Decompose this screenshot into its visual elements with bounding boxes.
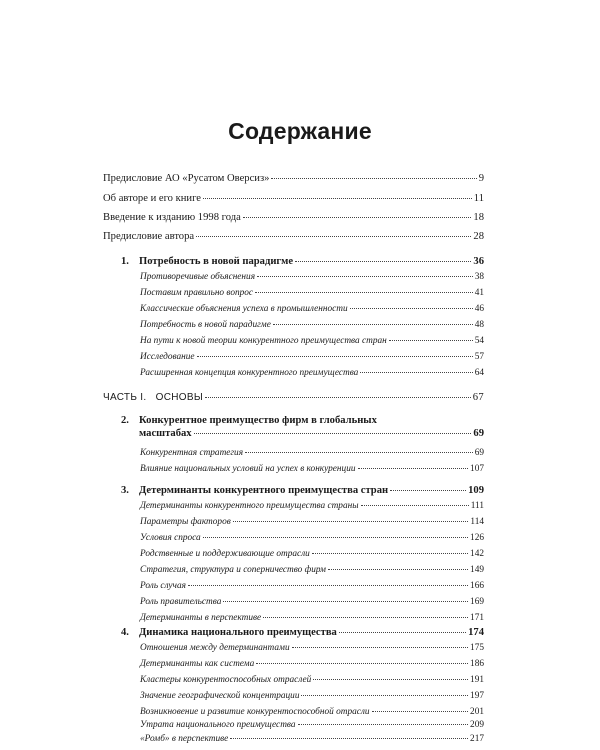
dot-leader xyxy=(256,663,468,664)
toc-subentry[interactable] xyxy=(140,563,484,577)
dot-leader xyxy=(245,452,473,453)
toc-subentry-page: 46 xyxy=(474,304,484,314)
dot-leader xyxy=(339,632,466,633)
dot-leader xyxy=(196,236,471,237)
toc-subentry-page: 48 xyxy=(474,320,484,330)
toc-subentry[interactable] xyxy=(140,732,484,746)
toc-subentry-page: 186 xyxy=(470,659,484,669)
toc-subentry[interactable] xyxy=(140,705,484,719)
toc-subentry-label: Отношения между детерминантами xyxy=(140,643,290,653)
toc-entry[interactable] xyxy=(103,230,484,244)
toc-subentry[interactable] xyxy=(140,595,484,609)
toc-subentry[interactable] xyxy=(140,641,484,655)
toc-subentry[interactable] xyxy=(140,366,484,380)
chapter-number: 4. xyxy=(121,627,129,638)
chapter-title: Детерминанты конкурентного преимущества стран xyxy=(139,485,389,496)
dot-leader xyxy=(223,601,468,602)
toc-subentry-label: Параметры факторов xyxy=(140,517,231,527)
dot-leader xyxy=(194,433,472,434)
dot-leader xyxy=(203,537,468,538)
toc-chapter[interactable] xyxy=(121,255,484,269)
toc-entry[interactable] xyxy=(103,192,484,206)
dot-leader xyxy=(350,308,473,309)
toc-subentry[interactable] xyxy=(140,350,484,364)
toc-subentry[interactable] xyxy=(140,462,484,476)
toc-entry[interactable] xyxy=(103,172,484,186)
toc-entry-page: 28 xyxy=(473,231,484,242)
toc-subentry-label: На пути к новой теории конкурентного преимущества стран xyxy=(140,336,387,346)
dot-leader xyxy=(360,372,472,373)
toc-subentry-page: 191 xyxy=(470,675,484,685)
toc-subentry-label: Классические объяснения успеха в промышленности xyxy=(140,304,348,314)
toc-subentry-label: Исследование xyxy=(140,352,195,362)
toc-subentry[interactable] xyxy=(140,657,484,671)
toc-subentry-page: 114 xyxy=(470,517,484,527)
dot-leader xyxy=(197,356,473,357)
toc-entry-label: Предисловие АО «Русатом Оверсиз» xyxy=(103,173,270,184)
toc-subentry[interactable] xyxy=(140,318,484,332)
toc-chapter[interactable] xyxy=(121,484,484,498)
toc-subentry-page: 64 xyxy=(474,368,484,378)
toc-subentry[interactable] xyxy=(140,515,484,529)
chapter-number: 1. xyxy=(121,256,129,267)
toc-subentry-label: Расширенная концепция конкурентного преимущества xyxy=(140,368,359,378)
toc-entry-label: Предисловие автора xyxy=(103,231,195,242)
toc-subentry[interactable] xyxy=(140,547,484,561)
toc-subentry[interactable] xyxy=(140,286,484,300)
dot-leader xyxy=(372,711,468,712)
dot-leader xyxy=(188,585,468,586)
toc-subentry-page: 107 xyxy=(470,464,484,474)
dot-leader xyxy=(203,198,472,199)
toc-subentry[interactable] xyxy=(140,689,484,703)
chapter-number: 2. xyxy=(121,415,129,426)
toc-subentry-page: 38 xyxy=(474,272,484,282)
dot-leader xyxy=(390,490,466,491)
dot-leader xyxy=(292,647,468,648)
toc-subentry-label: Влияние национальных условий на успех в конкуренции xyxy=(140,464,356,474)
toc-subentry[interactable] xyxy=(140,302,484,316)
toc-subentry-label: Возникновение и развитие конкурентоспособной отрасли xyxy=(140,707,370,717)
toc-subentry-page: 126 xyxy=(470,533,484,543)
toc-subentry-label: Поставим правильно вопрос xyxy=(140,288,254,298)
toc-entry-page: 9 xyxy=(478,173,484,184)
chapter-number: 3. xyxy=(121,485,129,496)
toc-subentry-label: Конкурентная стратегия xyxy=(140,448,244,458)
toc-subentry[interactable] xyxy=(140,579,484,593)
dot-leader xyxy=(328,569,468,570)
chapter-page: 36 xyxy=(473,256,484,267)
toc-subentry-page: 169 xyxy=(470,597,484,607)
toc-subentry-label: Детерминанты как система xyxy=(140,659,255,669)
chapter-title-line2: масштабах xyxy=(139,428,192,439)
toc-subentry-page: 197 xyxy=(470,691,484,701)
toc-subentry-label: Противоречивые объяснения xyxy=(140,272,256,282)
part-label: ЧАСТЬ I. ОСНОВЫ xyxy=(103,392,203,403)
toc-subentry-label: Родственные и поддерживающие отрасли xyxy=(140,549,310,559)
dot-leader xyxy=(257,276,473,277)
dot-leader xyxy=(255,292,473,293)
toc-subentry-page: 175 xyxy=(470,643,484,653)
chapter-page: 69 xyxy=(473,428,484,439)
toc-subentry[interactable] xyxy=(140,673,484,687)
toc-subentry[interactable] xyxy=(140,334,484,348)
toc-subentry[interactable] xyxy=(140,611,484,625)
dot-leader xyxy=(243,217,472,218)
dot-leader xyxy=(389,340,473,341)
chapter-title-line1: Конкурентное преимущество фирм в глобальных xyxy=(139,415,377,426)
toc-subentry[interactable] xyxy=(140,446,484,460)
chapter-page: 109 xyxy=(468,485,484,496)
dot-leader xyxy=(271,178,476,179)
toc-subentry-page: 41 xyxy=(474,288,484,298)
toc-subentry-page: 142 xyxy=(470,549,484,559)
toc-subentry[interactable] xyxy=(140,270,484,284)
toc-subentry[interactable] xyxy=(140,531,484,545)
chapter-page: 174 xyxy=(468,627,484,638)
page-title: Содержание xyxy=(228,118,372,144)
toc-entry-label: Введение к изданию 1998 года xyxy=(103,212,241,223)
toc-subentry-page: 171 xyxy=(470,613,484,623)
dot-leader xyxy=(233,521,469,522)
dot-leader xyxy=(295,261,471,262)
toc-subentry-page: 57 xyxy=(474,352,484,362)
dot-leader xyxy=(361,505,469,506)
dot-leader xyxy=(312,553,468,554)
toc-entry[interactable] xyxy=(103,211,484,225)
part-page: 67 xyxy=(472,392,484,403)
toc-subentry[interactable] xyxy=(140,499,484,513)
toc-subentry-page: 217 xyxy=(470,734,484,744)
toc-subentry-label: Значение географической концентрации xyxy=(140,691,300,701)
toc-subentry-label: Роль правительства xyxy=(140,597,222,607)
toc-subentry-page: 111 xyxy=(470,501,484,511)
toc-entry-label: Об авторе и его книге xyxy=(103,193,202,204)
chapter-title: Динамика национального преимущества xyxy=(139,627,337,638)
toc-subentry-label: Стратегия, структура и соперничество фирм xyxy=(140,565,326,575)
toc-subentry-label: Роль случая xyxy=(140,581,186,591)
toc-chapter[interactable] xyxy=(121,414,484,440)
toc-subentry-page: 166 xyxy=(470,581,484,591)
toc-subentry-label: Детерминанты конкурентного преимущества страны xyxy=(140,501,359,511)
toc-subentry-label: Условия спроса xyxy=(140,533,201,543)
dot-leader xyxy=(301,695,468,696)
toc-entry-page: 18 xyxy=(473,212,484,223)
dot-leader xyxy=(313,679,468,680)
toc-subentry-label: Детерминанты в перспективе xyxy=(140,613,262,623)
dot-leader xyxy=(298,724,469,725)
dot-leader xyxy=(205,397,471,398)
toc-subentry-label: Кластеры конкурентоспособных отраслей xyxy=(140,675,312,685)
dot-leader xyxy=(273,324,473,325)
toc-subentry-page: 149 xyxy=(470,565,484,575)
toc-subentry-label: Утрата национального преимущества xyxy=(140,720,296,730)
toc-chapter[interactable] xyxy=(121,626,484,640)
toc-subentry[interactable] xyxy=(140,718,484,732)
toc-subentry-page: 54 xyxy=(474,336,484,346)
dot-leader xyxy=(358,468,469,469)
toc-subentry-page: 201 xyxy=(470,707,484,717)
toc-part[interactable] xyxy=(103,391,484,405)
dot-leader xyxy=(263,617,468,618)
toc-subentry-page: 209 xyxy=(470,720,484,730)
toc-subentry-page: 69 xyxy=(474,448,484,458)
toc-entry-page: 11 xyxy=(473,193,484,204)
chapter-title: Потребность в новой парадигме xyxy=(139,256,294,267)
dot-leader xyxy=(230,738,468,739)
toc-subentry-label: «Ромб» в перспективе xyxy=(140,734,229,744)
toc-subentry-label: Потребность в новой парадигме xyxy=(140,320,271,330)
